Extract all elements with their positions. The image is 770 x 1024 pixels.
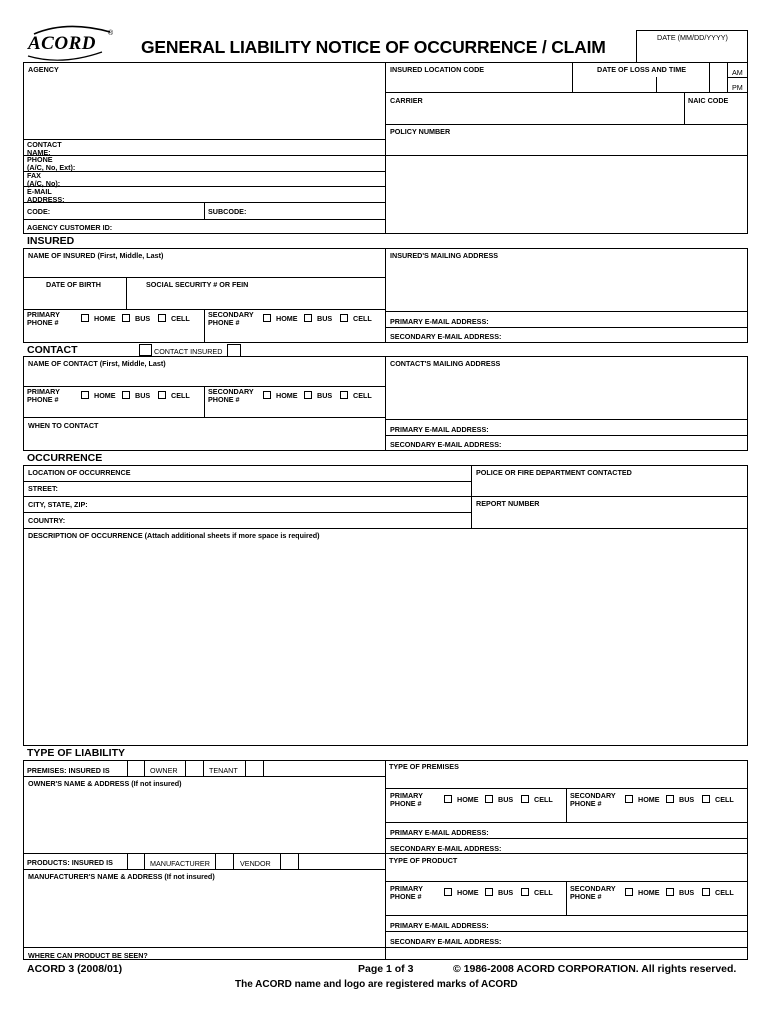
police-fire-label: POLICE OR FIRE DEPARTMENT CONTACTED: [476, 468, 632, 477]
product-secondary-cell-checkbox[interactable]: [702, 888, 710, 896]
premises-primary-home-checkbox[interactable]: [444, 795, 452, 803]
home-label: HOME: [276, 391, 298, 400]
bus-label: BUS: [135, 391, 151, 400]
contact-name-label: NAME OF CONTACT (First, Middle, Last): [28, 359, 166, 368]
tenant-option[interactable]: TENANT: [209, 766, 238, 775]
product-primary-bus-checkbox[interactable]: [485, 888, 493, 896]
where-seen-label: WHERE CAN PRODUCT BE SEEN?: [28, 951, 148, 960]
insured-primary-cell-checkbox[interactable]: [158, 314, 166, 322]
insured-name-label: NAME OF INSURED (First, Middle, Last): [28, 251, 164, 260]
report-number-label: REPORT NUMBER: [476, 499, 540, 508]
premises-primary-cell-checkbox[interactable]: [521, 795, 529, 803]
fax-label: FAX (A/C, No):: [27, 171, 61, 188]
contact-secondary-email-label: SECONDARY E-MAIL ADDRESS:: [390, 440, 502, 449]
phone-label: PHONE (A/C, No, Ext):: [27, 155, 76, 172]
bus-label: BUS: [317, 314, 333, 323]
contact-primary-phone-label: PRIMARY PHONE #: [27, 387, 60, 404]
product-primary-cell-checkbox[interactable]: [521, 888, 529, 896]
premises-label: PREMISES: INSURED IS: [27, 766, 110, 775]
date-label: DATE (MM/DD/YYYY): [657, 33, 728, 42]
city-state-zip-label: CITY, STATE, ZIP:: [28, 500, 88, 509]
bus-label: BUS: [135, 314, 151, 323]
date-of-loss-label: DATE OF LOSS AND TIME: [597, 65, 687, 74]
premises-secondary-bus-checkbox[interactable]: [666, 795, 674, 803]
contact-heading: CONTACT: [27, 344, 78, 356]
email-label: E-MAIL ADDRESS:: [27, 187, 65, 204]
cell-label: CELL: [353, 314, 372, 323]
cell-label: CELL: [534, 888, 553, 897]
contact-primary-bus-checkbox[interactable]: [122, 391, 130, 399]
contact-primary-cell-checkbox[interactable]: [158, 391, 166, 399]
page-number: Page 1 of 3: [358, 963, 414, 975]
description-textarea[interactable]: [24, 542, 747, 745]
bus-label: BUS: [498, 795, 514, 804]
product-primary-email-label: PRIMARY E-MAIL ADDRESS:: [390, 921, 489, 930]
contact-secondary-bus-checkbox[interactable]: [304, 391, 312, 399]
premises-secondary-phone-label: SECONDARY PHONE #: [570, 791, 616, 808]
insured-secondary-bus-checkbox[interactable]: [304, 314, 312, 322]
type-of-product-label: TYPE OF PRODUCT: [389, 856, 458, 865]
home-label: HOME: [638, 888, 660, 897]
dob-label: DATE OF BIRTH: [46, 280, 101, 289]
ssn-label: SOCIAL SECURITY # OR FEIN: [146, 280, 249, 289]
trademark-notice: The ACORD name and logo are registered marks of ACORD: [235, 979, 518, 990]
contact-primary-email-label: PRIMARY E-MAIL ADDRESS:: [390, 425, 489, 434]
product-primary-phone-label: PRIMARY PHONE #: [390, 884, 423, 901]
insured-heading: INSURED: [27, 235, 75, 247]
contact-insured-label: CONTACT INSURED: [154, 347, 223, 356]
products-label: PRODUCTS: INSURED IS: [27, 858, 113, 867]
type-of-premises-label: TYPE OF PREMISES: [389, 762, 459, 771]
cell-label: CELL: [171, 391, 190, 400]
insured-location-code-label: INSURED LOCATION CODE: [390, 65, 485, 74]
cell-label: CELL: [534, 795, 553, 804]
form-title: GENERAL LIABILITY NOTICE OF OCCURRENCE / CLAIM: [141, 37, 606, 57]
insured-secondary-phone-label: SECONDARY PHONE #: [208, 310, 254, 327]
carrier-label: CARRIER: [390, 96, 423, 105]
insured-mailing-address-label: INSURED'S MAILING ADDRESS: [390, 251, 499, 260]
product-primary-home-checkbox[interactable]: [444, 888, 452, 896]
insured-primary-bus-checkbox[interactable]: [122, 314, 130, 322]
insured-secondary-email-label: SECONDARY E-MAIL ADDRESS:: [390, 332, 502, 341]
product-secondary-bus-checkbox[interactable]: [666, 888, 674, 896]
pm-option[interactable]: PM: [732, 83, 743, 92]
premises-primary-email-label: PRIMARY E-MAIL ADDRESS:: [390, 828, 489, 837]
street-label: STREET:: [28, 484, 58, 493]
insured-secondary-home-checkbox[interactable]: [263, 314, 271, 322]
insured-primary-home-checkbox[interactable]: [81, 314, 89, 322]
form-id: ACORD 3 (2008/01): [27, 963, 123, 975]
contact-insured-checkbox[interactable]: [139, 344, 152, 356]
insured-secondary-cell-checkbox[interactable]: [340, 314, 348, 322]
home-label: HOME: [94, 391, 116, 400]
policy-number-label: POLICY NUMBER: [390, 127, 451, 136]
bus-label: BUS: [317, 391, 333, 400]
owner-option[interactable]: OWNER: [150, 766, 178, 775]
product-secondary-home-checkbox[interactable]: [625, 888, 633, 896]
contact-secondary-cell-checkbox[interactable]: [340, 391, 348, 399]
contact-name-label: CONTACT NAME:: [27, 140, 62, 157]
home-label: HOME: [638, 795, 660, 804]
premises-secondary-cell-checkbox[interactable]: [702, 795, 710, 803]
premises-secondary-home-checkbox[interactable]: [625, 795, 633, 803]
contact-secondary-home-checkbox[interactable]: [263, 391, 271, 399]
manufacturers-name-label: MANUFACTURER'S NAME & ADDRESS (If not insured): [28, 872, 215, 881]
acord-logo: [22, 22, 117, 62]
subcode-label: SUBCODE:: [208, 207, 247, 216]
country-label: COUNTRY:: [28, 516, 66, 525]
premises-secondary-email-label: SECONDARY E-MAIL ADDRESS:: [390, 844, 502, 853]
cell-label: CELL: [715, 795, 734, 804]
product-secondary-phone-label: SECONDARY PHONE #: [570, 884, 616, 901]
contact-secondary-phone-label: SECONDARY PHONE #: [208, 387, 254, 404]
registered-mark: ®: [108, 30, 114, 37]
location-of-occurrence-label: LOCATION OF OCCURRENCE: [28, 468, 131, 477]
home-label: HOME: [276, 314, 298, 323]
premises-primary-phone-label: PRIMARY PHONE #: [390, 791, 423, 808]
code-label: CODE:: [27, 207, 51, 216]
type-of-liability-heading: TYPE OF LIABILITY: [27, 747, 126, 759]
when-to-contact-label: WHEN TO CONTACT: [28, 421, 99, 430]
insured-primary-email-label: PRIMARY E-MAIL ADDRESS:: [390, 317, 489, 326]
acord-logo-text: ACORD: [28, 33, 96, 54]
naic-code-label: NAIC CODE: [688, 96, 729, 105]
contact-primary-home-checkbox[interactable]: [81, 391, 89, 399]
agency-customer-id-label: AGENCY CUSTOMER ID:: [27, 223, 113, 232]
bus-label: BUS: [498, 888, 514, 897]
occurrence-heading: OCCURRENCE: [27, 452, 103, 464]
description-label: DESCRIPTION OF OCCURRENCE (Attach additional sheets if more space is required): [28, 531, 320, 540]
product-secondary-email-label: SECONDARY E-MAIL ADDRESS:: [390, 937, 502, 946]
home-label: HOME: [457, 888, 479, 897]
bus-label: BUS: [679, 888, 695, 897]
owners-name-label: OWNER'S NAME & ADDRESS (If not insured): [28, 779, 182, 788]
vendor-option[interactable]: VENDOR: [240, 859, 271, 868]
am-option[interactable]: AM: [732, 68, 743, 77]
premises-primary-bus-checkbox[interactable]: [485, 795, 493, 803]
cell-label: CELL: [171, 314, 190, 323]
agency-label: AGENCY: [28, 65, 59, 74]
cell-label: CELL: [715, 888, 734, 897]
manufacturer-option[interactable]: MANUFACTURER: [150, 859, 210, 868]
copyright: © 1986-2008 ACORD CORPORATION. All rights reserved.: [453, 963, 737, 975]
home-label: HOME: [94, 314, 116, 323]
bus-label: BUS: [679, 795, 695, 804]
contact-mailing-address-label: CONTACT'S MAILING ADDRESS: [390, 359, 501, 368]
cell-label: CELL: [353, 391, 372, 400]
insured-primary-phone-label: PRIMARY PHONE #: [27, 310, 60, 327]
home-label: HOME: [457, 795, 479, 804]
